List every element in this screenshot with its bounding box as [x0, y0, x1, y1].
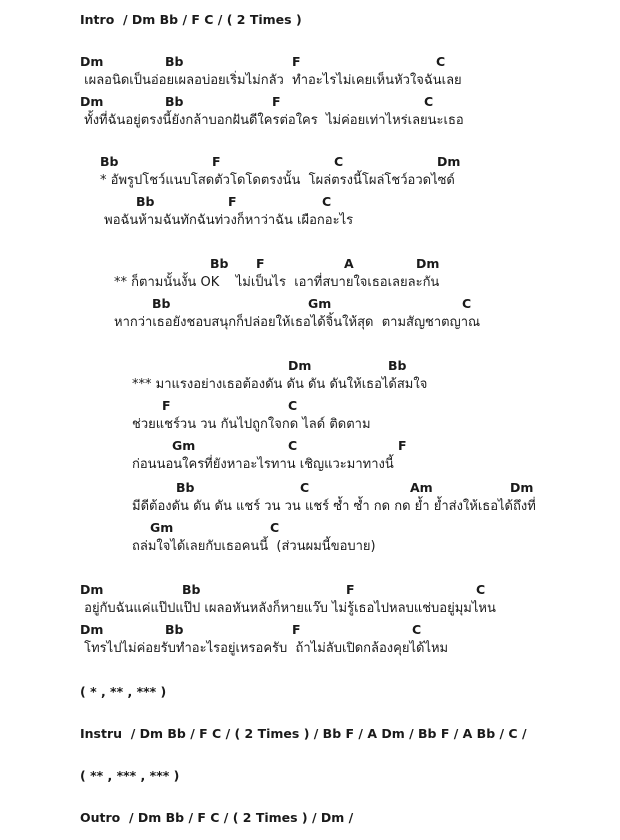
chord: C — [334, 154, 344, 169]
chord: Bb — [100, 154, 119, 169]
chord: C — [288, 398, 298, 413]
lyric-line: * อัพรูปโชว์แนบโสดตัวโดโดตรงนั้น โผล่ตรงนี้โผล่โชว์อวดไซด์ — [100, 173, 455, 188]
chord: Dm — [288, 358, 312, 373]
chord: Dm — [510, 480, 534, 495]
chord: Bb — [176, 480, 195, 495]
lyric-line: *** มาแรงอย่างเธอต้องดัน ดัน ดัน ดันให้เธอได้สมใจ — [132, 377, 428, 392]
instru-line: Instru / Dm Bb / F C / ( 2 Times ) / Bb F / A Dm / Bb F / A Bb / C / — [80, 726, 527, 741]
chord: Dm — [416, 256, 440, 271]
chord: F — [256, 256, 265, 271]
chord: C — [322, 194, 332, 209]
chord: Bb — [165, 54, 184, 69]
chord: Dm — [80, 622, 104, 637]
chord: Dm — [80, 582, 104, 597]
chord: C — [436, 54, 446, 69]
lyric-line: โทรไปไม่ค่อยรับทำอะไรอยู่เหรอครับ ถ้าไม่ลับเปิดกล้องคุยได้ไหม — [80, 641, 449, 656]
chord: Bb — [388, 358, 407, 373]
lyric-line: พอฉันห้ามฉันทักฉันท่วงก็หาว่าฉัน เผือกอะไร — [100, 213, 354, 228]
intro-line: Intro / Dm Bb / F C / ( 2 Times ) — [80, 12, 302, 27]
chord: Dm — [437, 154, 461, 169]
chord: C — [424, 94, 434, 109]
chord: F — [346, 582, 355, 597]
repeat-marker: ( ** , *** , *** ) — [80, 768, 180, 783]
lyric-line: ** ก็ตามนั้นงั้น OK ไม่เป็นไร เอาที่สบายใจเธอเลยละกัน — [114, 275, 440, 290]
chord: F — [292, 622, 301, 637]
chord: Gm — [150, 520, 174, 535]
chord: F — [212, 154, 221, 169]
chord: F — [162, 398, 171, 413]
chord: C — [300, 480, 310, 495]
lyric-line: ช่วยแชร์วน วน กันไปถูกใจกด ไลด์ ติดตาม — [132, 417, 371, 432]
chord: A — [344, 256, 354, 271]
chord: C — [462, 296, 472, 311]
lyric-line: ทั้งที่ฉันอยู่ตรงนี้ยังกล้าบอกฝันดีใครต่อใคร ไม่ค่อยเท่าไหร่เลยนะเธอ — [80, 113, 464, 128]
chord: Dm — [80, 54, 104, 69]
chord: C — [288, 438, 298, 453]
chord: Am — [410, 480, 433, 495]
chord: Bb — [210, 256, 229, 271]
chord: Bb — [165, 622, 184, 637]
chord: Bb — [136, 194, 155, 209]
lyric-line: ถล่มใจได้เลยกับเธอคนนี้ (ส่วนผมนี้ขอบาย) — [132, 539, 376, 554]
chord: F — [292, 54, 301, 69]
chord: Dm — [80, 94, 104, 109]
lyric-line: มีดีต้องดัน ดัน ดัน แชร์ วน วน แชร์ ซ้ำ ซ้ำ กด กด ย้ำ ย้ำส่งให้เธอได้ถึงที่ — [132, 499, 536, 514]
chord: F — [228, 194, 237, 209]
chord: C — [412, 622, 422, 637]
chord: Bb — [182, 582, 201, 597]
chord: Gm — [308, 296, 332, 311]
chord: Bb — [165, 94, 184, 109]
lyric-line: เผลอนิดเป็นอ่อยเผลอบ่อยเริ่มไม่กลัว ทำอะไรไม่เคยเห็นหัวใจฉันเลย — [80, 73, 462, 88]
chord: F — [272, 94, 281, 109]
lyric-line: หากว่าเธอยังชอบสนุกก็ปล่อยให้เธอได้จิ้นให้สุด ตามสัญชาตญาณ — [114, 315, 481, 330]
chord: F — [398, 438, 407, 453]
lyric-line: ก่อนนอนใครที่ยังหาอะไรทาน เชิญแวะมาทางนี้ — [132, 457, 394, 472]
chord: Bb — [152, 296, 171, 311]
chord: C — [270, 520, 280, 535]
outro-line: Outro / Dm Bb / F C / ( 2 Times ) / Dm / — [80, 810, 354, 825]
chord: Gm — [172, 438, 196, 453]
repeat-marker: ( * , ** , *** ) — [80, 684, 167, 699]
lyric-line: อยู่กับฉันแค่แป๊ปแป๊ป เผลอหันหลังก็หายแว๊บ ไม่รู้เธอไปหลบแช่บอยู่มุมไหน — [80, 601, 496, 616]
chord: C — [476, 582, 486, 597]
